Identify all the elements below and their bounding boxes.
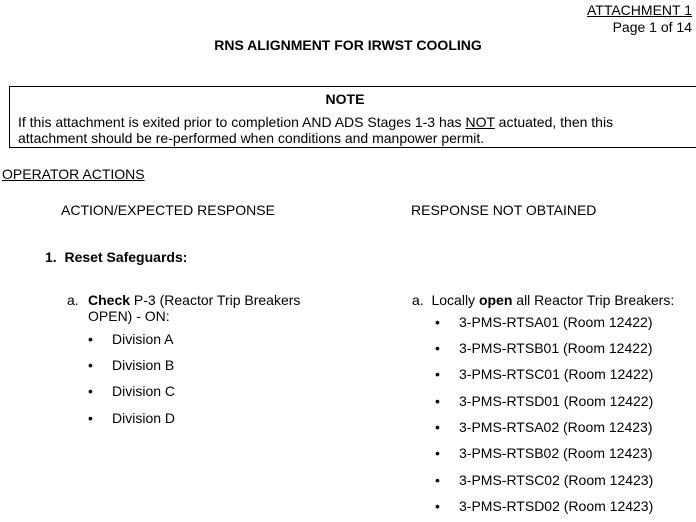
breaker-item (435, 419, 652, 435)
breaker-item (435, 498, 653, 514)
breaker-item (435, 366, 653, 382)
bullet-icon: • (88, 410, 93, 426)
attachment-label: ATTACHMENT 1 (586, 2, 692, 18)
note-line-1 (18, 114, 613, 130)
step-1 (45, 249, 187, 265)
breaker-label: 3-PMS-RTSD02 (Room 12423) (459, 498, 654, 514)
breaker-item (435, 393, 653, 409)
note-text-a: If this attachment is exited prior to completion AND ADS Stages 1-3 has (18, 114, 466, 130)
substep-a-line2: OPEN) - ON: (88, 308, 170, 324)
column-header-action: ACTION/EXPECTED RESPONSE (61, 202, 275, 218)
division-item (88, 383, 175, 399)
page-number: Page 1 of 14 (612, 19, 692, 35)
breaker-label: 3-PMS-RTSD01 (Room 12422) (459, 393, 654, 409)
substep-text: P-3 (Reactor Trip Breakers (130, 292, 301, 308)
breaker-label: 3-PMS-RTSC02 (Room 12423) (459, 472, 654, 488)
division-label: Division B (112, 357, 175, 373)
rno-letter: a. (412, 292, 424, 308)
breaker-label: 3-PMS-RTSA02 (Room 12423) (459, 419, 653, 435)
breaker-item (435, 340, 652, 356)
step-label: Reset Safeguards: (64, 249, 188, 265)
note-not-emphasis: NOT (465, 114, 495, 130)
note-text-b: actuated, then this (494, 114, 614, 130)
note-line-2: attachment should be re-performed when conditions and manpower permit. (18, 130, 485, 146)
breaker-label: 3-PMS-RTSB02 (Room 12423) (459, 445, 653, 461)
breaker-label: 3-PMS-RTSA01 (Room 12422) (459, 314, 653, 330)
bullet-icon: • (435, 366, 440, 382)
bullet-icon: • (435, 393, 440, 409)
division-label: Division A (112, 331, 174, 347)
bullet-icon: • (435, 445, 440, 461)
rno-substep (412, 292, 674, 308)
document-title: RNS ALIGNMENT FOR IRWST COOLING (214, 37, 482, 53)
bullet-icon: • (88, 357, 93, 373)
substep-verb: Check (88, 292, 131, 308)
breaker-label: 3-PMS-RTSB01 (Room 12422) (459, 340, 653, 356)
rno-verb: open (478, 292, 513, 308)
bullet-icon: • (435, 498, 440, 514)
section-heading: OPERATOR ACTIONS (2, 166, 145, 182)
division-item (88, 331, 173, 347)
bullet-icon: • (435, 419, 440, 435)
division-label: Division D (112, 410, 176, 426)
substep-letter: a. (67, 292, 79, 308)
step-number: 1. (45, 249, 57, 265)
division-item (88, 410, 175, 426)
bullet-icon: • (88, 383, 93, 399)
breaker-label: 3-PMS-RTSC01 (Room 12422) (459, 366, 654, 382)
breaker-item (435, 314, 652, 330)
substep-a-line1 (88, 292, 300, 308)
bullet-icon: • (435, 314, 440, 330)
breaker-item (435, 445, 652, 461)
column-header-rno: RESPONSE NOT OBTAINED (411, 202, 597, 218)
rno-pre: Locally (431, 292, 479, 308)
division-item (88, 357, 174, 373)
note-heading: NOTE (325, 91, 365, 107)
breaker-item (435, 472, 653, 488)
bullet-icon: • (435, 472, 440, 488)
bullet-icon: • (88, 331, 93, 347)
rno-post: all Reactor Trip Breakers: (512, 292, 675, 308)
division-label: Division C (112, 383, 176, 399)
bullet-icon: • (435, 340, 440, 356)
